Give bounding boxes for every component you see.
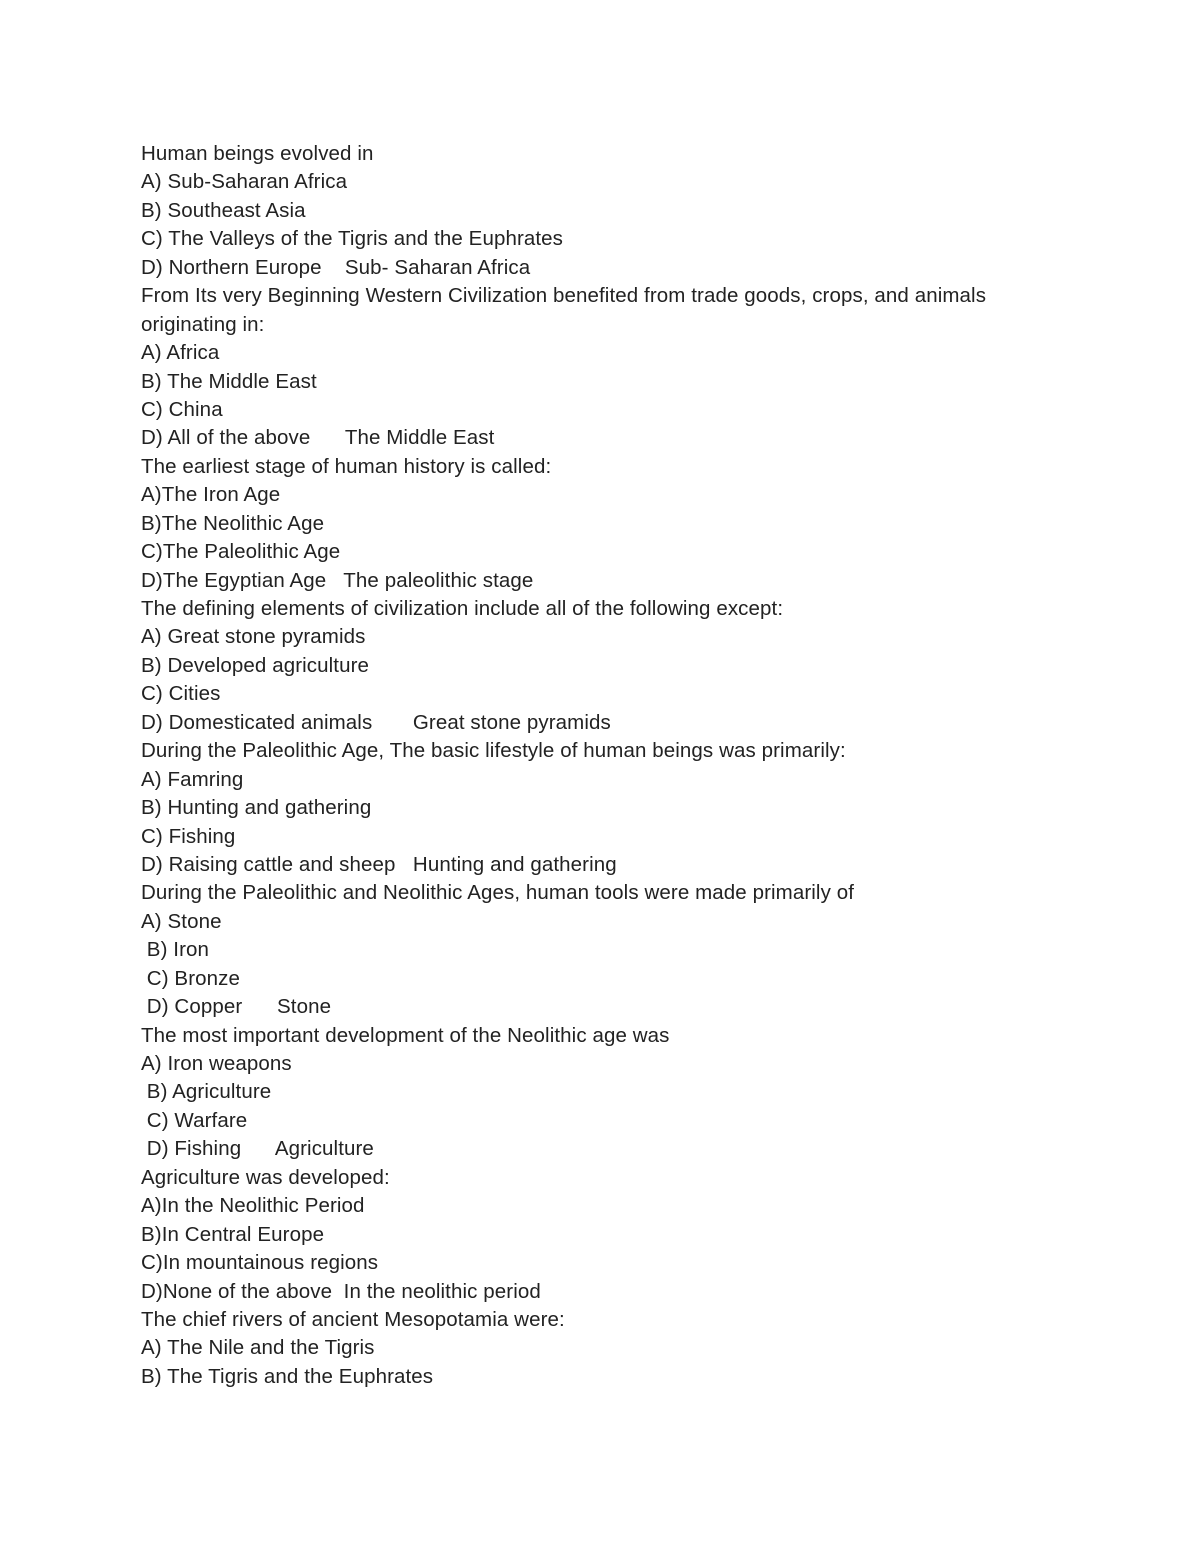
question-text: Agriculture was developed:	[141, 1165, 390, 1189]
answer-option: C) Cities	[141, 682, 221, 706]
answer-option-with-answer: D) Fishing Agriculture	[141, 1137, 374, 1161]
answer-option-with-answer: D)None of the above In the neolithic period	[141, 1279, 541, 1303]
question-text: The chief rivers of ancient Mesopotamia were:	[141, 1307, 565, 1331]
answer-option: B) Hunting and gathering	[141, 796, 372, 820]
answer-option-with-answer: D) Domesticated animals Great stone pyramids	[141, 710, 611, 734]
answer-option: A) Famring	[141, 767, 244, 791]
answer-option: A) The Nile and the Tigris	[141, 1336, 375, 1360]
answer-option: B)In Central Europe	[141, 1222, 325, 1246]
answer-option: A) Sub-Saharan Africa	[141, 170, 348, 194]
answer-option: C)The Paleolithic Age	[141, 540, 341, 564]
answer-option-with-answer: D) Copper Stone	[141, 995, 332, 1019]
question-text: During the Paleolithic Age, The basic lifestyle of human beings was primarily:	[141, 739, 846, 763]
answer-option-with-answer: D)The Egyptian Age The paleolithic stage	[141, 568, 534, 592]
answer-option: C) The Valleys of the Tigris and the Euphrates	[141, 227, 564, 251]
answer-option-with-answer: D) All of the above The Middle East	[141, 426, 495, 450]
question-text: The earliest stage of human history is called:	[141, 454, 552, 478]
answer-option: B) The Middle East	[141, 369, 317, 393]
answer-option-with-answer: D) Northern Europe Sub- Saharan Africa	[141, 255, 531, 279]
answer-option-with-answer: D) Raising cattle and sheep Hunting and gathering	[141, 852, 617, 876]
answer-option: C)In mountainous regions	[141, 1251, 379, 1275]
answer-option: B) Iron	[141, 938, 210, 962]
answer-option: A)In the Neolithic Period	[141, 1194, 365, 1218]
question-text: Human beings evolved in	[141, 142, 374, 165]
question-text: originating in:	[141, 312, 265, 336]
answer-option: B) Southeast Asia	[141, 198, 306, 222]
answer-option: C) Bronze	[141, 966, 240, 990]
question-text: The defining elements of civilization include all of the following except:	[141, 597, 784, 620]
answer-option: A)The Iron Age	[141, 483, 281, 507]
answer-option: B) The Tigris and the Euphrates	[141, 1364, 434, 1388]
answer-option: A) Great stone pyramids	[141, 625, 366, 649]
answer-option: A) Stone	[141, 909, 222, 933]
answer-option: B) Developed agriculture	[141, 653, 370, 677]
question-text: During the Paleolithic and Neolithic Ages, human tools were made primarily of	[141, 881, 855, 905]
question-text: The most important development of the Neolithic age was	[141, 1023, 670, 1047]
question-text: From Its very Beginning Western Civilization benefited from trade goods, crops, and animals	[141, 284, 987, 308]
answer-option: A) Africa	[141, 341, 220, 365]
answer-option: C) China	[141, 397, 223, 421]
answer-option: A) Iron weapons	[141, 1052, 292, 1075]
answer-option: C) Warfare	[141, 1108, 248, 1132]
answer-option: B)The Neolithic Age	[141, 511, 325, 535]
answer-option: B) Agriculture	[141, 1080, 272, 1104]
document-body	[141, 140, 1071, 1391]
answer-option: C) Fishing	[141, 824, 236, 848]
